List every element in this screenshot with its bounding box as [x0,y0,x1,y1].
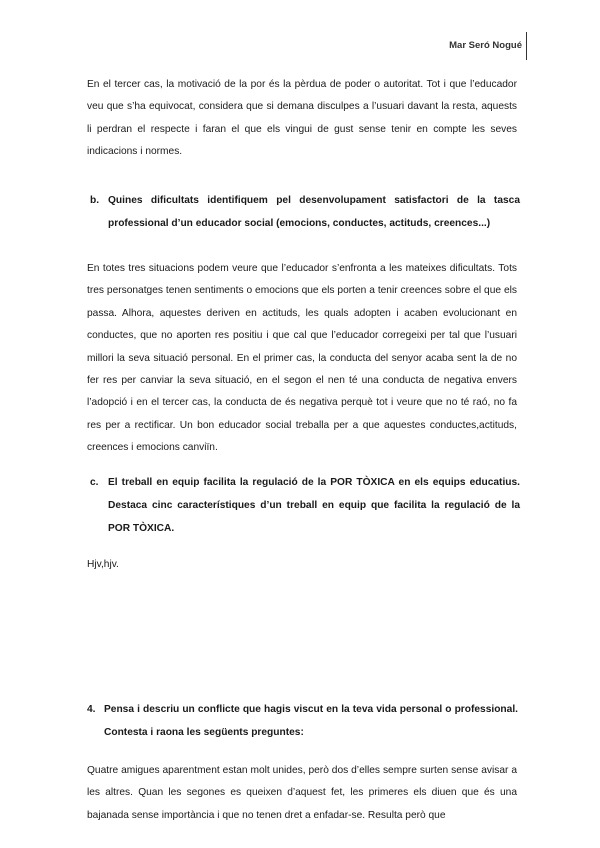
paragraph-third-case: En el tercer cas, la motivació de la por és la pèrdua de poder o autoritat. Tot i que l’educador veu que s’ha equivocat, considera que si demana disculpes a l’usuari davant la resta, aquests li perdran el respecte i faran el que els vingui de gust sense tenir en compte les seves indicacions i normes. [87,79,517,158]
question-c-text: El treball en equip facilita la regulació de la POR TÒXICA en els equips educatius. Destaca cinc característiques d’un treball en equip que facilita la regulació de la POR TÒXICA. [108,477,520,534]
question-c-label: c. [90,477,99,488]
header-divider [526,32,527,60]
paragraph-answer-c: Hjv,hjv. [87,559,119,570]
question-b [90,189,520,235]
question-4-text: Pensa i descriu un conflicte que hagis viscut en la teva vida personal o professional. Contesta i raona les següents preguntes: [104,704,518,738]
question-b-label: b. [90,195,100,206]
question-c [90,471,520,540]
header-author: Mar Seró Nogué [449,40,522,51]
paragraph-conflict: Quatre amigues aparentment estan molt unides, però dos d’elles sempre surten sense avisar a les altres. Quan les segones es queixen d’aquest fet, les primeres els diuen que és una bajanada sense importància i que no tenen dret a enfadar-se. Resulta però que [87,765,517,821]
question-b-text: Quines dificultats identifiquem pel desenvolupament satisfactori de la tasca professional d’un educador social (emocions, conductes, actituds, creences...) [108,195,520,229]
question-4 [87,698,518,744]
question-4-label: 4. [87,704,96,715]
paragraph-difficulties: En totes tres situacions podem veure que l’educador s’enfronta a les mateixes dificultats. Tots tres personatges tenen sentiments o emocions que els porten a tenir creences sobre el que els passa. Alhora, aquestes deriven en actituds, les quals adopten i acaben evolucionant en conductes, que no aporten res positiu i que cal que l’educador corregeixi per tal que l’usuari millori la seva situació personal. En el primer cas, la conducta del senyor acaba sent la de no fer res per canviar la seva situació, en el segon el nen té una conducta de negativa envers l’adopció i en el tercer cas, la conducta de és negativa perquè tot i veure que no té raó, no fa res per a rectificar. Un bon educador social treballa per a que aquestes conductes,actituds, creences i emocions canviïn. [87,263,517,454]
